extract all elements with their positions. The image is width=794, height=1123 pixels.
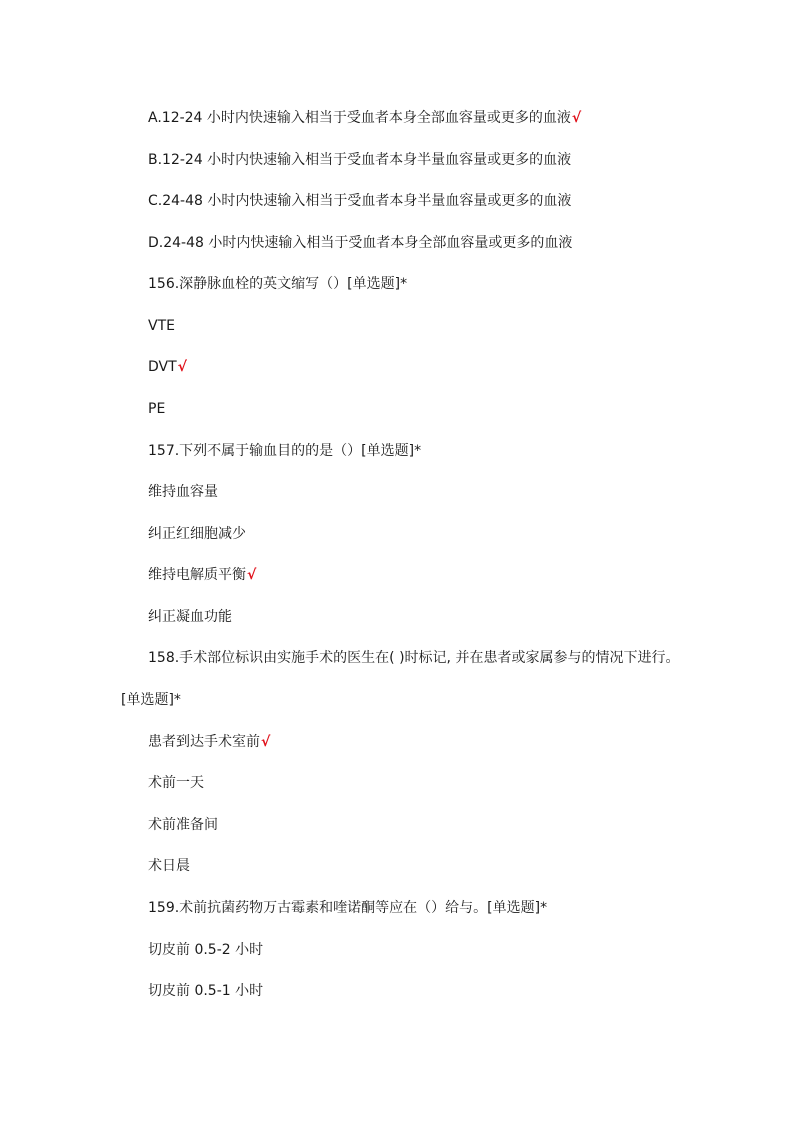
option-q157-a [148,482,218,502]
option-text: C.24-48 小时内快速输入相当于受血者本身半量血容量或更多的血液 [148,193,572,209]
option-q156-b [148,357,187,377]
option-text: 维持血容量 [148,484,218,500]
question-text: 159.术前抗菌药物万古霉素和喹诺酮等应在（）给与。[单选题]* [148,900,548,916]
option-q157-b [148,524,246,544]
question-156 [148,274,407,294]
option-q155-b [148,150,571,170]
option-text: 切皮前 0.5-1 小时 [148,983,264,999]
option-text: VTE [148,318,175,334]
option-text: PE [148,401,166,417]
option-q159-b [148,981,263,1001]
option-text: 患者到达手术室前 [148,734,260,750]
option-text: 术日晨 [148,858,190,874]
question-159 [148,898,547,918]
option-q157-c [148,565,256,585]
question-text: 158.手术部位标识由实施手术的医生在( )时标记, 并在患者或家属参与的情况下进行。 [148,650,680,666]
option-text: B.12-24 小时内快速输入相当于受血者本身半量血容量或更多的血液 [148,152,572,168]
question-157 [148,441,421,461]
question-158-continuation [121,690,181,710]
option-text: DVT [148,359,177,375]
option-q155-d [148,233,572,253]
option-text: 切皮前 0.5-2 小时 [148,942,264,958]
option-text: 术前准备间 [148,817,218,833]
correct-check-icon: √ [261,734,271,750]
correct-check-icon: √ [571,110,582,126]
option-q157-d [148,607,232,627]
correct-check-icon: √ [247,567,257,583]
option-q155-c [148,191,571,211]
question-158 [148,648,679,668]
option-text: 术前一天 [148,775,204,791]
question-text: 156.深静脉血栓的英文缩写（）[单选题]* [148,276,408,292]
option-q158-c [148,815,218,835]
option-q155-a [148,108,581,128]
question-text: [单选题]* [121,692,181,708]
option-q156-a [148,316,175,336]
option-q158-b [148,773,204,793]
correct-check-icon: √ [177,359,188,375]
option-q158-a [148,732,270,752]
option-q158-d [148,856,190,876]
option-text: D.24-48 小时内快速输入相当于受血者本身全部血容量或更多的血液 [148,235,573,251]
option-q156-c [148,399,165,419]
option-q159-a [148,940,263,960]
option-text: A.12-24 小时内快速输入相当于受血者本身全部血容量或更多的血液 [148,110,571,126]
option-text: 纠正红细胞减少 [148,526,246,542]
question-text: 157.下列不属于输血目的的是（）[单选题]* [148,443,422,459]
option-text: 维持电解质平衡 [148,567,246,583]
option-text: 纠正凝血功能 [148,609,232,625]
